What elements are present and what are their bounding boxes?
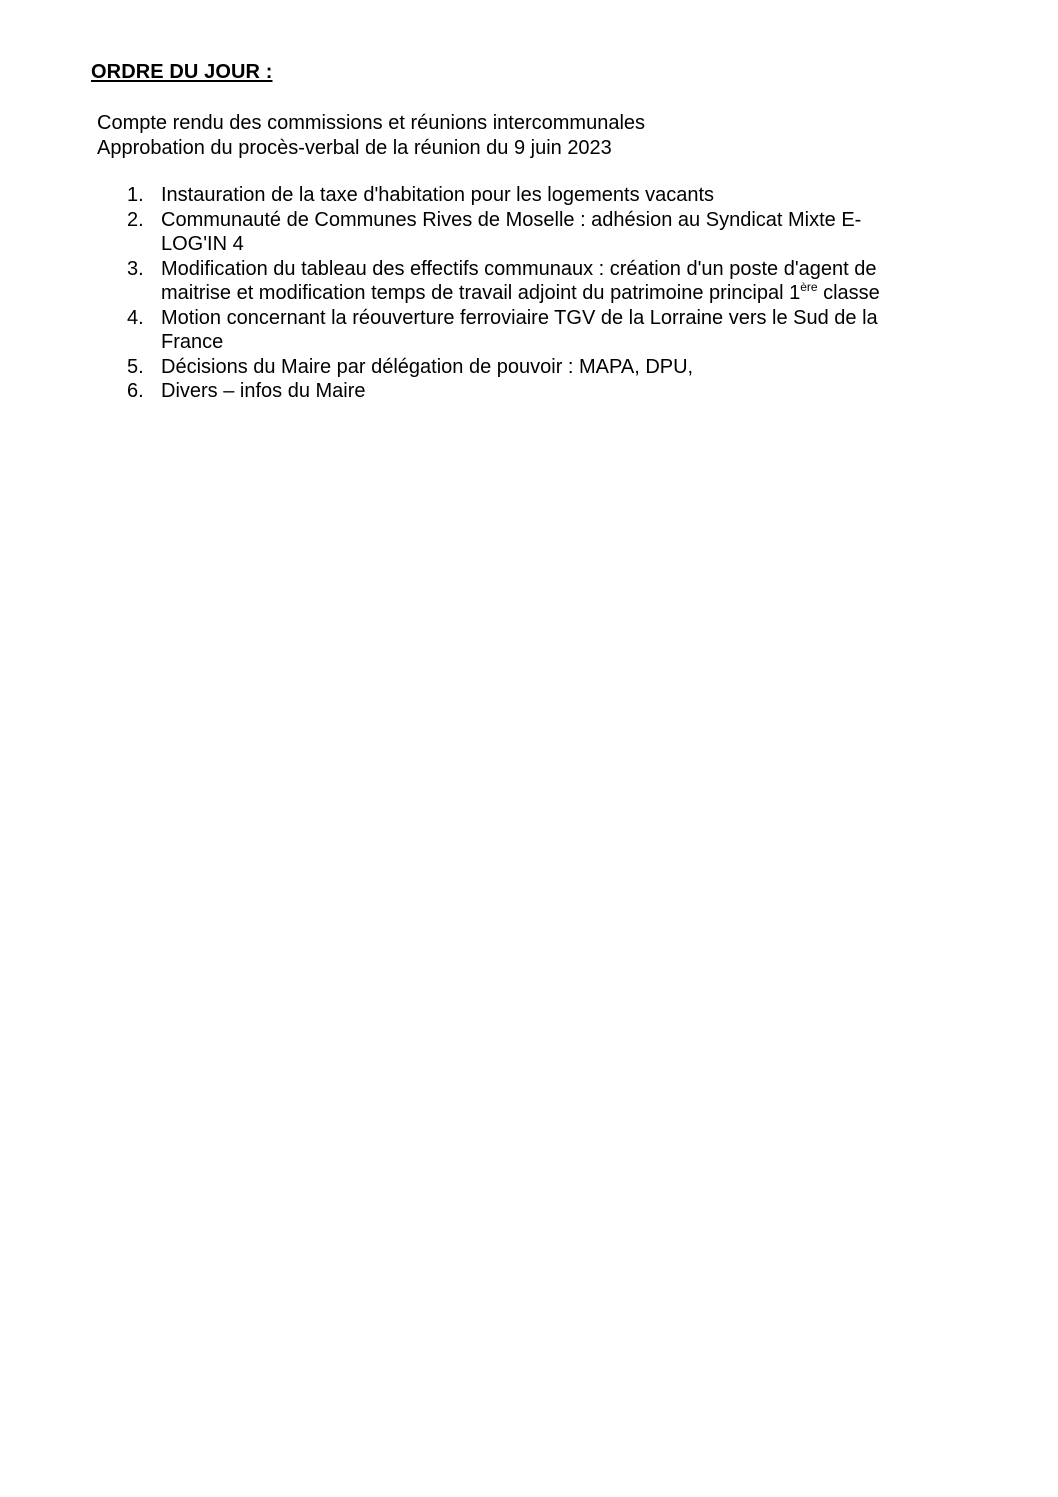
agenda-item-line: Instauration de la taxe d'habitation pour les logements vacants <box>161 184 715 206</box>
agenda-item-text <box>161 183 925 208</box>
agenda-item-text <box>161 306 925 355</box>
agenda-item-line: Modification du tableau des effectifs communaux : création d'un poste d'agent de <box>161 257 877 280</box>
agenda-list <box>125 183 925 404</box>
intro-line: Compte rendu des commissions et réunions intercommunales <box>97 112 646 134</box>
page-title: ORDRE DU JOUR : <box>91 61 273 83</box>
agenda-item-text <box>161 208 925 257</box>
agenda-item-number: 2. <box>127 208 144 231</box>
agenda-item-line: France <box>161 331 224 353</box>
agenda-item-text <box>161 355 925 380</box>
agenda-item-number: 4. <box>127 306 144 329</box>
intro-line: Approbation du procès-verbal de la réunion du 9 juin 2023 <box>97 137 612 159</box>
agenda-item <box>125 355 925 380</box>
agenda-item-text <box>161 379 925 404</box>
agenda-item-line-part: classe <box>817 282 880 304</box>
agenda-item-number: 6. <box>127 380 144 402</box>
agenda-item-number: 5. <box>127 355 144 378</box>
agenda-item-line: Divers – infos du Maire <box>161 380 366 402</box>
agenda-item-line-part: maitrise et modification temps de travail adjoint du patrimoine principal 1 <box>161 282 801 304</box>
superscript-ordinal: ère <box>800 280 818 294</box>
agenda-item-line <box>161 281 925 306</box>
agenda-item-text <box>161 257 925 306</box>
agenda-item-line: Décisions du Maire par délégation de pouvoir : MAPA, DPU, <box>161 355 694 378</box>
agenda-item <box>125 208 925 257</box>
agenda-item-line: Motion concernant la réouverture ferroviaire TGV de la Lorraine vers le Sud de la <box>161 306 878 329</box>
agenda-item-number: 1. <box>127 184 144 206</box>
agenda-item <box>125 257 925 306</box>
agenda-item <box>125 183 925 208</box>
agenda-item <box>125 379 925 404</box>
agenda-item <box>125 306 925 355</box>
agenda-item-number: 3. <box>127 257 144 280</box>
intro-block <box>97 111 645 161</box>
agenda-item-line: Communauté de Communes Rives de Moselle : adhésion au Syndicat Mixte E- <box>161 208 862 231</box>
agenda-item-line: LOG'IN 4 <box>161 233 244 255</box>
